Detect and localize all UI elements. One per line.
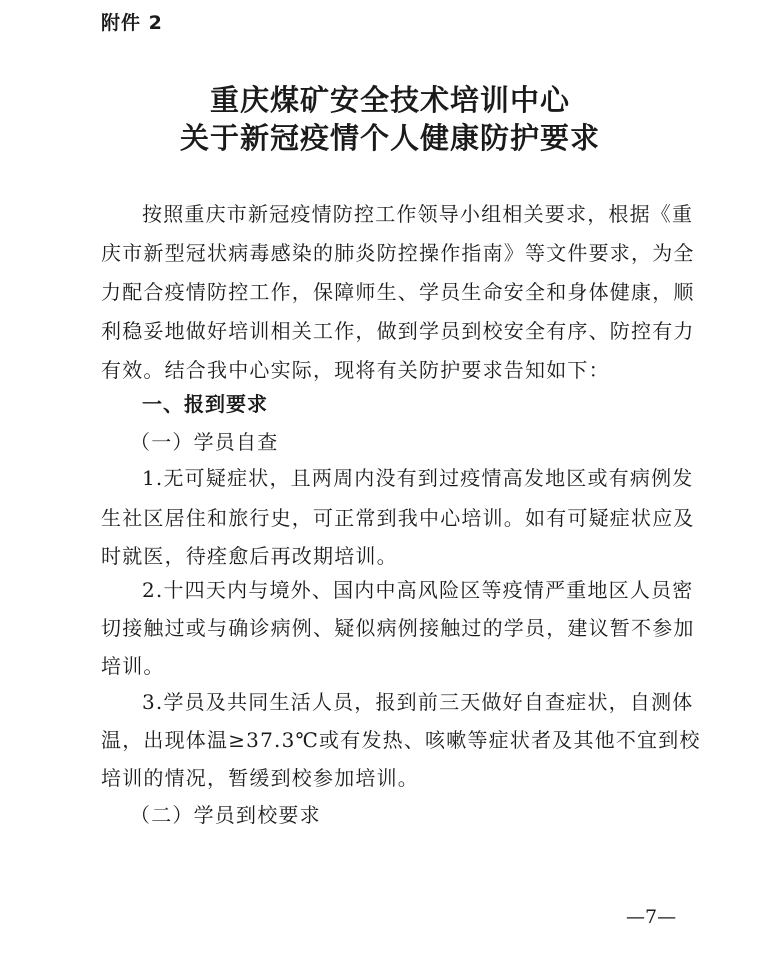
section-heading: 一、报到要求 [142, 392, 268, 416]
body-line: 生社区居住和旅行史，可正常到我中心培训。如有可疑症状应及 [101, 506, 695, 530]
body-line: 2.十四天内与境外、国内中高风险区等疫情严重地区人员密 [142, 578, 694, 602]
body-line: 切接触过或与确诊病例、疑似病例接触过的学员，建议暂不参加 [101, 616, 695, 640]
page-number: —7— [626, 906, 677, 928]
body-line: 培训的情况，暂缓到校参加培训。 [101, 766, 419, 790]
body-line: 利稳妥地做好培训相关工作，做到学员到校安全有序、防控有力 [101, 319, 695, 343]
body-line: 1.无可疑症状，且两周内没有到过疫情高发地区或有病例发 [142, 466, 694, 490]
body-line: 有效。结合我中心实际，现将有关防护要求告知如下： [101, 358, 610, 382]
body-line: 温，出现体温≥37.3℃或有发热、咳嗽等症状者及其他不宜到校 [101, 728, 701, 752]
document-title-line-1: 重庆煤矿安全技术培训中心 [209, 83, 570, 117]
body-line: 庆市新型冠状病毒感染的肺炎防控操作指南》等文件要求，为全 [101, 241, 695, 265]
attachment-label: 附件 2 [101, 12, 163, 34]
document-title-line-2: 关于新冠疫情个人健康防护要求 [179, 121, 600, 155]
subsection-heading: （二）学员到校要求 [130, 803, 321, 827]
body-line: 力配合疫情防控工作，保障师生、学员生命安全和身体健康，顺 [101, 280, 695, 304]
body-line: 按照重庆市新冠疫情防控工作领导小组相关要求，根据《重 [142, 202, 694, 226]
subsection-heading: （一）学员自查 [130, 430, 279, 454]
body-line: 时就医，待痊愈后再改期培训。 [101, 544, 398, 568]
body-line: 3.学员及共同生活人员，报到前三天做好自查症状，自测体 [142, 690, 694, 714]
body-line: 培训。 [101, 654, 165, 678]
